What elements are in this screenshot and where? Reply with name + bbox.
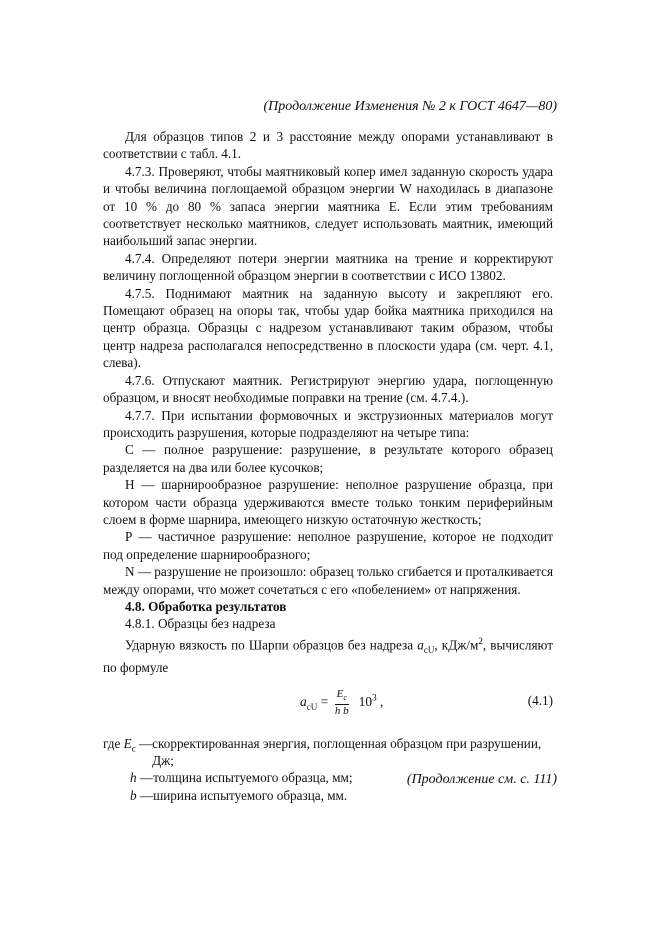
formula-legend	[103, 735, 553, 805]
fracture-type-n: N — разрушение не произошло: образец только сгибается и проталкивается между опорами, что может сочетаться с его «побелением» от напряжения.	[103, 564, 554, 597]
fracture-type-p: Р — частичное разрушение: неполное разрушение, которое не подходит под определение шарнирообразного;	[103, 529, 553, 562]
formula-fraction	[335, 689, 349, 717]
formula-intro: Ударную вязкость по Шарпи образцов без надреза $a_{cU}$, кДж/$м^2$, вычисляют по формуле	[103, 635, 553, 676]
formula-factor: 10	[358, 693, 373, 709]
section-title: 4.8. Обработка результатов	[125, 598, 287, 614]
symbol-a: a	[417, 637, 424, 653]
paragraph-4-7-4: 4.7.4. Определяют потери энергии маятника на трение и корректируют величину поглощенной образцом энергии в соответствии с ИСО 13802.	[103, 250, 553, 284]
page-header: (Продолжение Изменения № 2 к ГОСТ 4647—80)	[263, 99, 557, 114]
paragraph-4-7-3: 4.7.3. Проверяют, чтобы маятниковый копер имел заданную скорость удара и чтобы величина поглощаемой образцом энергии W находилась в диапазоне от 10 % до 80 % запаса энергии маятника E. Если этим требованиям соответствует несколько маятников, следует использовать маятник, имеющий наибольший запас энергии.	[103, 163, 553, 249]
page-footer: (Продолжение см. с. 111)	[406, 772, 557, 787]
fracture-type-c: С — полное разрушение: разрушение, в результате которого образец разделяется на два или более кусочков;	[103, 442, 553, 475]
legend-description: ширина испытуемого образца, мм.	[153, 787, 348, 803]
legend-description: толщина испытуемого образца, мм;	[153, 770, 353, 786]
document-body	[103, 128, 553, 804]
legend-symbol: E	[123, 735, 132, 751]
legend-row: b — ширина испытуемого образца, мм.	[103, 787, 553, 804]
legend-row: где $E_c$ — скорректированная энергия, поглощенная образцом при разрушении, Дж;	[103, 735, 553, 770]
equation-number: (4.1)	[527, 692, 553, 708]
fraction-denominator: h b	[334, 704, 349, 717]
legend-description: скорректированная энергия, поглощенная образцом при разрушении, Дж;	[152, 735, 542, 769]
formula-exponent: 3	[372, 692, 377, 703]
formula-4-1	[103, 683, 553, 729]
paragraph-4-7-7: 4.7.7. При испытании формовочных и экструзионных материалов могут происходить разрушения, которые подразделяют на четыре типа:	[103, 407, 553, 440]
paragraph-4-7-5: 4.7.5. Поднимают маятник на заданную высоту и закрепляют его. Помещают образец на опоры так, чтобы удар бойка маятника приходился на центр образца. Образцы с надрезом устанавливают таким образом, чтобы центр надреза располагался непосредственно в плоскости удара (см. черт. 4.1, слева).	[103, 285, 553, 371]
legend-symbol: b	[130, 787, 137, 803]
legend-row: h — толщина испытуемого образца, мм;	[103, 769, 553, 786]
paragraph: Для образцов типов 2 и 3 расстояние между опорами устанавливают в соответствии с табл. 4.1.	[103, 129, 553, 162]
formula-equals: =	[317, 693, 332, 709]
subsection-title: 4.8.1. Образцы без надреза	[125, 616, 276, 632]
symbol-subscript: cU	[423, 644, 435, 655]
paragraph-4-7-6: 4.7.6. Отпускают маятник. Регистрируют энергию удара, поглощенную образцом, и вносят необходимые поправки на трение (см. 4.7.4.).	[103, 372, 553, 406]
formula-lhs-subscript: cU	[306, 701, 318, 712]
legend-symbol: h	[130, 770, 137, 786]
unit-superscript: 2	[478, 635, 483, 646]
formula-expression: $a_{cU}$ = $\frac{E_c}{\text{h b}}$ $10^3$ ,	[300, 687, 384, 717]
fraction-numerator: $E_c$	[335, 689, 349, 705]
formula-lhs: a	[300, 693, 307, 709]
fracture-type-h: Н — шарнирообразное разрушение: неполное разрушение образца, при котором части образца удерживаются вместе только тонким периферийным слоем в форме шарнира, имеющего низкую остаточную жесткость;	[103, 477, 553, 527]
